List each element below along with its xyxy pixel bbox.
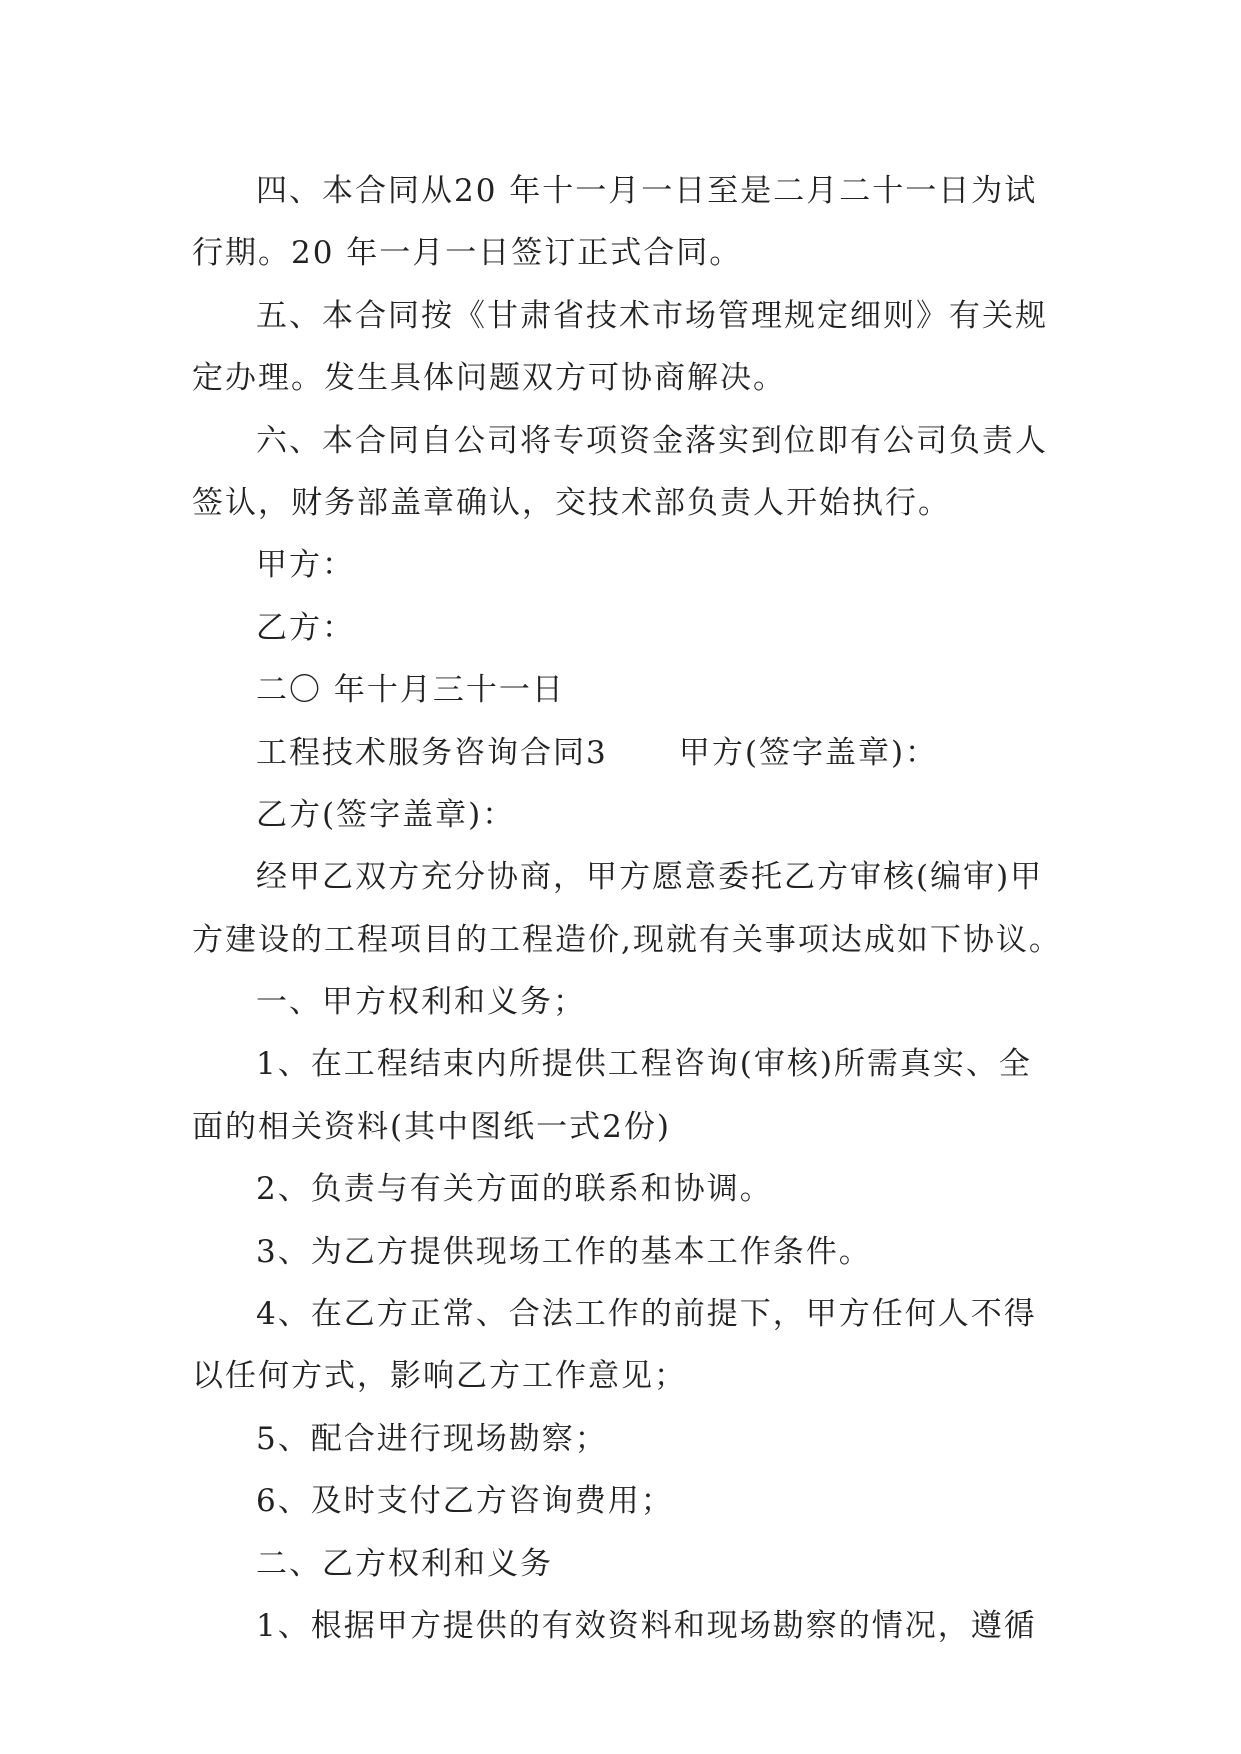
text-line-20: 以任何方式，影响乙方工作意见； [192,1358,687,1395]
signing-date: 二〇 年十月三十一日 [256,672,565,709]
text-line-18: 3、为乙方提供现场工作的基本工作条件。 [256,1233,872,1270]
party-a-label: 甲方： [256,547,355,584]
section-heading-party-a: 一、甲方权利和义务； [256,984,586,1021]
text-line-17: 2、负责与有关方面的联系和协调。 [256,1171,773,1208]
contract-title-line: 工程技术服务咨询合同3 甲方(签字盖章)： [256,734,939,771]
party-b-signature-line: 乙方(签字盖章)： [256,796,516,833]
party-b-label: 乙方： [256,609,355,646]
text-line-13: 方建设的工程项目的工程造价,现就有关事项达成如下协议。 [192,921,1062,958]
text-line-21: 5、配合进行现场勘察； [256,1420,608,1457]
text-line-19: 4、在乙方正常、合法工作的前提下，甲方任何人不得 [256,1296,1037,1333]
text-line-5: 六、本合同自公司将专项资金落实到位即有公司负责人 [256,422,1048,459]
text-line-1: 四、本合同从20 年十一月一日至是二月二十一日为试 [256,173,1038,209]
text-line-16: 面的相关资料(其中图纸一式2份) [192,1108,671,1145]
text-line-22: 6、及时支付乙方咨询费用； [256,1483,674,1520]
text-line-6: 签认，财务部盖章确认，交技术部负责人开始执行。 [192,484,951,521]
text-line-2: 行期。20 年一月一日签订正式合同。 [192,235,743,272]
section-heading-party-b: 二、乙方权利和义务 [256,1545,553,1582]
contract-body-text [192,160,1062,1657]
text-line-15: 1、在工程结束内所提供工程咨询(审核)所需真实、全 [256,1046,1032,1083]
text-line-12: 经甲乙双方充分协商，甲方愿意委托乙方审核(编审)甲 [256,859,1044,896]
text-line-24: 1、根据甲方提供的有效资料和现场勘察的情况，遵循 [256,1607,1037,1644]
text-line-3: 五、本合同按《甘肃省技术市场管理规定细则》有关规 [256,297,1048,334]
text-line-4: 定办理。发生具体问题双方可协商解决。 [192,360,786,397]
